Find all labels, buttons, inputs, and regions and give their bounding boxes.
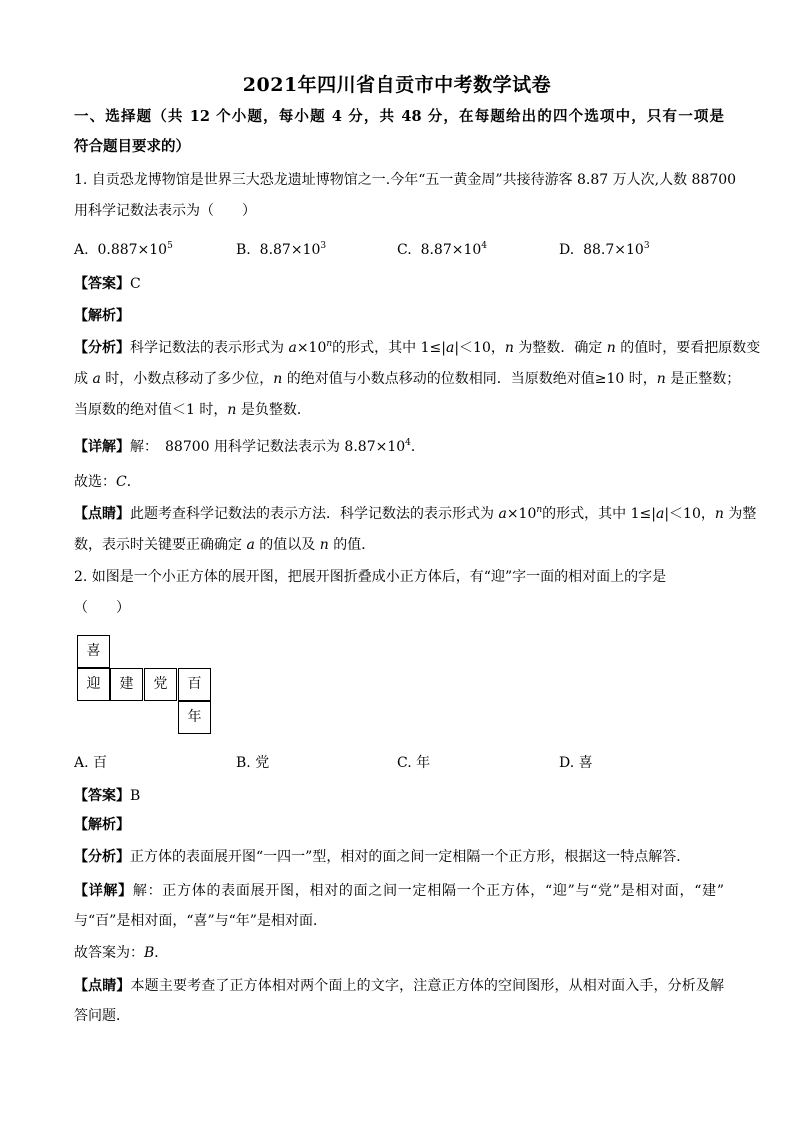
q1-detail: 【详解】解： 88700 用科学记数法表示为 $8.87\times 10^4$． (74, 438, 425, 455)
net-cell-jian: 建 (110, 668, 143, 701)
q2-analysis-tag: 【解析】 (74, 817, 130, 833)
q2-detail-line1: 【详解】解：正方体的表面展开图，相对的面之间一定相隔一个正方体，“迎”与“党”是相对面，“建” (74, 883, 724, 899)
q2-choose: 故答案为：B． (74, 945, 169, 961)
q1-option-c: C. $8.87\times 10^4$ (397, 241, 488, 258)
q1-dianjing-line1: 【点睛】此题考查科学记数法的表示方法．科学记数法的表示形式为 $a\times 10^n$的形式，其中 1≤|a|＜10，n 为整 (74, 505, 757, 522)
q2-detail-line2: 与“百”是相对面，“喜”与“年”是相对面． (74, 913, 327, 929)
net-cell-nian: 年 (178, 701, 211, 734)
section-heading-line1: 一、选择题（共 12 个小题，每小题 4 分，共 48 分，在每题给出的四个选项中，只有一项是 (74, 108, 724, 125)
q2-dianjing-line2: 答问题． (74, 1008, 130, 1024)
q1-stem-line2: 用科学记数法表示为（ ） (74, 203, 256, 219)
net-cell-dang: 党 (144, 668, 177, 701)
q1-choose: 故选：C． (74, 474, 141, 490)
page-title: 2021年四川省自贡市中考数学试卷 (242, 74, 552, 96)
section-heading-line2: 符合题目要求的） (74, 138, 190, 155)
net-cell-bai: 百 (178, 668, 211, 701)
q1-option-b: B. $8.87\times 10^3$ (236, 241, 327, 258)
q2-answer: 【答案】B (74, 788, 141, 804)
q2-option-d: D. 喜 (559, 755, 593, 771)
net-cell-xi: 喜 (77, 635, 110, 668)
q1-fenxi-line1: 【分析】科学记数法的表示形式为 $a\times 10^n$的形式，其中 1≤|a|＜10，n 为整数．确定 n 的值时，要看把原数变 (74, 339, 761, 356)
q2-fenxi: 【分析】正方体的表面展开图“一四一”型，相对的面之间一定相隔一个正方形，根据这一特点解答． (74, 849, 691, 865)
net-cell-ying: 迎 (77, 668, 110, 701)
q1-fenxi-line2: 成 a 时，小数点移动了多少位，n 的绝对值与小数点移动的位数相同．当原数绝对值≥10 时，n 是正整数； (74, 371, 741, 387)
q2-option-a: A. 百 (74, 755, 108, 771)
q2-option-c: C. 年 (397, 755, 431, 771)
q2-stem-line1: 2. 如图是一个小正方体的展开图，把展开图折叠成小正方体后，有“迎”字一面的相对面上的字是 (74, 569, 667, 585)
q1-stem-line1: 1. 自贡恐龙博物馆是世界三大恐龙遗址博物馆之一.今年“五一黄金周”共接待游客 8.87 万人次,人数 88700 (74, 172, 737, 188)
q1-dianjing-line2: 数，表示时关键要正确确定 a 的值以及 n 的值． (74, 537, 376, 553)
q2-stem-line2: （ ） (74, 600, 130, 616)
q2-option-b: B. 党 (236, 755, 270, 771)
q1-option-d: D. $88.7\times 10^3$ (559, 241, 650, 258)
q1-analysis-tag: 【解析】 (74, 308, 130, 324)
q1-option-a: A. $0.887\times 10^5$ (74, 241, 173, 258)
q1-fenxi-line3: 当原数的绝对值＜1 时，n 是负整数． (74, 402, 311, 418)
q1-answer: 【答案】C (74, 276, 141, 292)
q2-dianjing-line1: 【点睛】本题主要考查了正方体相对两个面上的文字，注意正方体的空间图形，从相对面入手，分析及解 (74, 978, 725, 994)
